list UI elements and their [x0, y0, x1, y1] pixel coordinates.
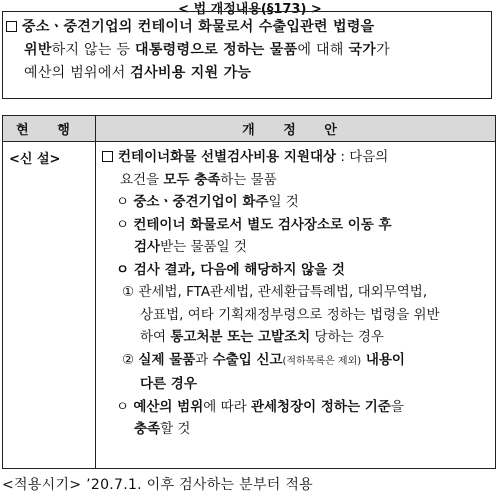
revision-line — [102, 214, 489, 237]
text-part: 상표법, 여타 기획재정부령으로 정하는 법령을 위반 — [140, 306, 440, 323]
text-part: 할 것 — [160, 421, 191, 437]
summary-text-part: 예산의 범위에서 — [24, 65, 131, 81]
text-bold: 모두 충족 — [163, 171, 221, 188]
text-part: 요건을 — [120, 171, 164, 188]
text-bold: 실제 물품 — [138, 351, 196, 368]
text-part: 당하는 경우 — [310, 329, 384, 345]
text-bold: 예산의 범위 — [133, 398, 204, 415]
bullet: ㅇ — [116, 398, 134, 415]
text-bold: ㅇ 검사 결과, 다음에 해당하지 않을 것 — [116, 261, 345, 278]
text-bold: 관세청장이 정하는 기준 — [250, 398, 391, 415]
effective-date-note: <적용시기> ’20.7.1. 이후 검사하는 분부터 적용 — [2, 477, 314, 493]
text-bold: 다른 경우 — [140, 376, 197, 392]
checkbox-icon — [6, 21, 17, 32]
text-part: 을 — [390, 398, 404, 415]
revision-line — [102, 418, 489, 441]
summary-support: 검사비용 지원 가능 — [130, 65, 252, 81]
text-small: (적하목록은 제외) — [282, 355, 362, 367]
summary-decree: 대통령령으로 정하는 물품 — [135, 42, 298, 58]
revision-line — [102, 349, 489, 374]
current-cell: <신 설> — [3, 142, 96, 469]
bullet: ㅇ — [116, 216, 134, 233]
text-part: ① 관세법, FTA관세법, 관세환급특례법, 대외무역법, — [122, 284, 428, 300]
bullet: ㅇ — [116, 194, 134, 210]
text-bold: 컨테이너 화물로서 별도 검사장소로 이동 후 — [133, 216, 392, 233]
summary-text-part: 에 대해 — [297, 42, 349, 58]
revision-line — [102, 146, 489, 169]
text-part: 하는 물품 — [220, 171, 277, 188]
revision-line — [102, 304, 489, 327]
text-bold: 충족 — [134, 421, 161, 437]
revision-line — [102, 169, 489, 192]
revision-line — [102, 191, 489, 214]
summary-line-1-text: 중소ㆍ중견기업의 컨테이너 화물로서 수출입관련 법령을 — [22, 19, 375, 35]
text-part: : 다음의 — [336, 149, 389, 165]
checkbox-icon — [102, 151, 113, 162]
revision-line — [102, 236, 489, 259]
text-bold: 내용이 — [361, 351, 405, 368]
text-bold: 수출입 신고 — [212, 351, 283, 368]
revision-cell — [96, 142, 496, 469]
summary-line-1 — [6, 16, 486, 39]
text-bold: 통고처분 또는 고발조치 — [170, 329, 311, 345]
text-part: 받는 물품일 것 — [160, 239, 247, 255]
revision-line — [102, 259, 489, 282]
header-current: 현 행 — [3, 116, 96, 142]
revision-line — [102, 326, 489, 349]
summary-line-3 — [6, 62, 486, 85]
summary-state: 국가 — [348, 42, 377, 58]
text-bold: 중소ㆍ중견기업이 화주 — [133, 194, 269, 210]
text-part: 에 따라 — [203, 398, 251, 415]
summary-text-part: 가 — [376, 42, 390, 58]
text-bold: 검사 — [134, 239, 161, 255]
revision-line — [102, 373, 489, 396]
text-part: 일 것 — [268, 194, 299, 210]
summary-text-part: 하지 않는 등 — [51, 42, 136, 58]
text-part: 하여 — [140, 329, 171, 345]
section-title: < 법 개정내용(§173) > — [178, 2, 322, 17]
summary-text — [6, 16, 486, 85]
revision-line — [102, 396, 489, 419]
header-revision: 개 정 안 — [96, 116, 496, 142]
summary-line-2 — [6, 39, 486, 62]
comparison-table — [2, 115, 496, 469]
text-part: 과 — [195, 351, 213, 368]
text-part: ② — [122, 351, 139, 368]
revision-line — [102, 281, 489, 304]
summary-violation: 위반 — [24, 42, 52, 58]
support-target: 컨테이너화물 선별검사비용 지원대상 — [118, 149, 337, 165]
